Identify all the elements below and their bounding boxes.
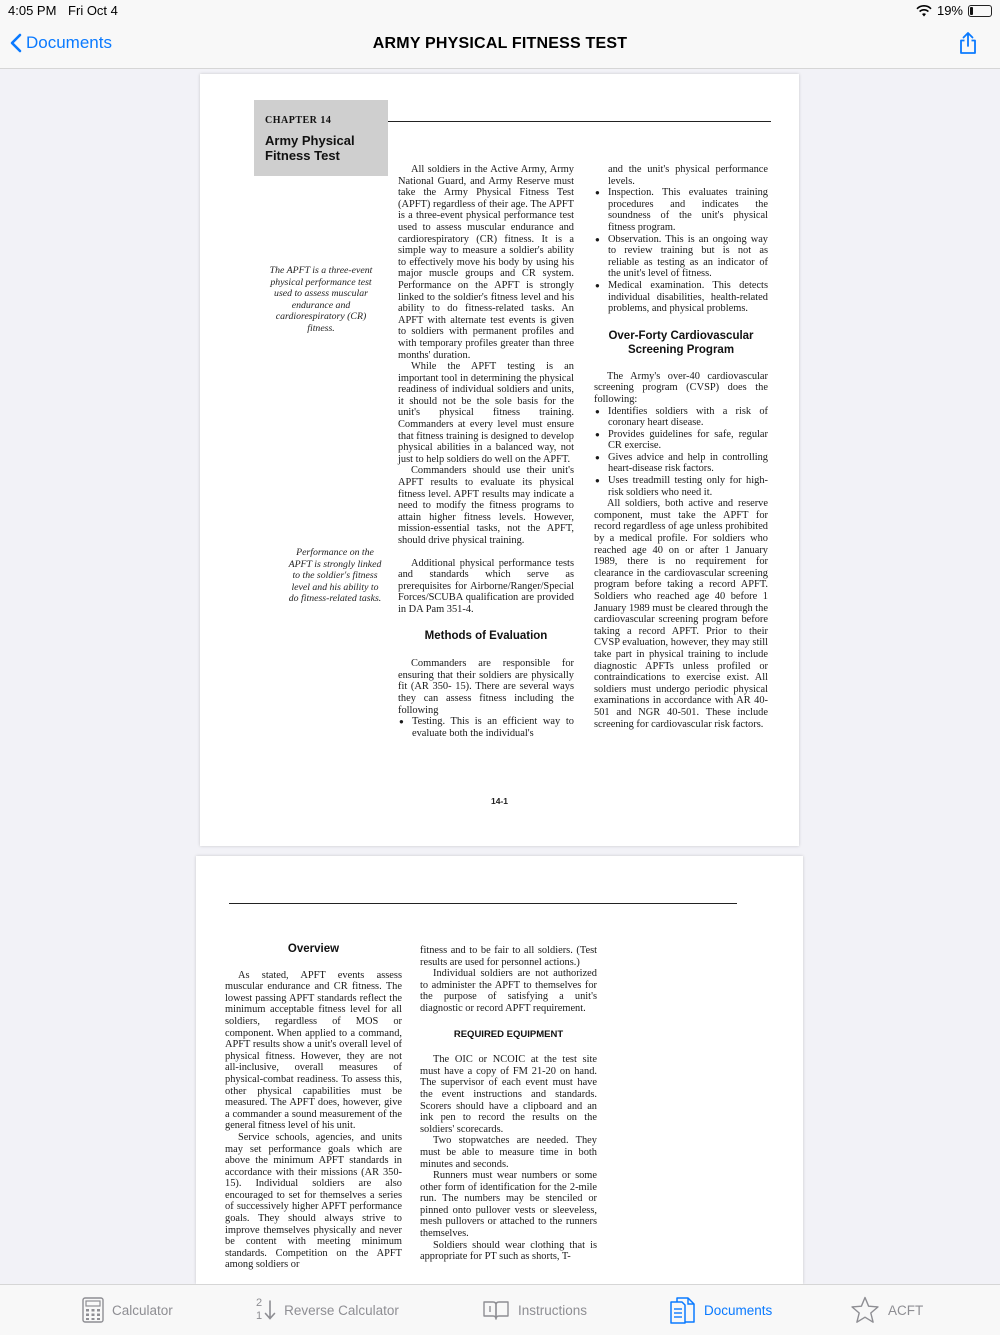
paragraph: The Army's over-40 cardiovascular screening program (CVSP) does the following: [594,370,768,405]
tab-label: Calculator [112,1302,173,1318]
text-column-1 [225,944,402,1271]
section-heading-equipment: REQUIRED EQUIPMENT [453,1028,564,1040]
status-time: 4:05 PM [8,3,57,18]
chapter-rule [388,121,771,122]
page-title: ARMY PHYSICAL FITNESS TEST [372,35,628,52]
document-icon [668,1296,696,1324]
tab-acft[interactable] [850,1293,923,1327]
section-heading-methods: Methods of Evaluation [424,629,548,642]
calculator-icon [82,1297,104,1323]
bullet-item: ● Gives advice and help in controlling heart-disease risk factors. [594,452,768,475]
navigation-bar [0,22,1000,69]
paragraph: fitness and to be fair to all soldiers. (Test results are used for personnel actions.) [420,945,597,968]
share-button[interactable] [958,31,978,60]
paragraph: Individual soldiers are not authorized to administer the APFT to themselves for the purpose of satisfying a unit's diagnostic or record APFT requirement. [420,968,597,1014]
bullet-item: ● Inspection. This evaluates training procedures and indicates the soundness of the unit's physical fitness program. [594,187,768,233]
text-column-2 [420,945,597,1263]
section-heading-overview: Overview [287,943,340,955]
paragraph: All soldiers in the Active Army, Army National Guard, and Army Reserve must take the Army Physical Fitness Test (APFT) regardless of their age. The APFT is a three-event physical performance test used to assess muscular endurance and cardiorespiratory (CR) fitness. It is a simple way to measure a soldier's ability to effectively move his body by using his major muscle groups and CR system. Performance on the APFT is strongly linked to the soldier's fitness level and his ability to do fitness-related tasks. An APFT with alternate test events is given to soldiers with permanent profiles and with temporary profiles greater than three months' duration. [398,164,574,361]
paragraph: The OIC or NCOIC at the test site must have a copy of FM 21-20 on hand. The supervisor of each event must have the event instructions and standards. Scorers should have a clipboard and an ink pen to record the results on the soldiers' scorecards. [420,1054,597,1135]
section-heading-over-forty: Over-Forty Cardiovascular Screening Program [608,329,754,356]
back-button-label: Documents [26,33,112,52]
paragraph: Two stopwatches are needed. They must be able to measure time in both minutes and seconds. [420,1135,597,1170]
bullet-item: ● Medical examination. This detects individual disabilities, health-related problems, and physical problems. [594,280,768,315]
margin-note-2: Performance on the APFT is strongly linked to the soldier's fitness level and his ability to do fitness-related tasks. [288,547,382,605]
bullet-item: ● Uses treadmill testing only for high-risk soldiers who need it. [594,475,768,498]
status-bar [0,0,1000,22]
paragraph: Additional physical performance tests and standards which serve as prerequisites for Airborne/Ranger/Special Forces/SCUBA qualification are provided in DA Pam 351-4. [398,557,574,615]
chapter-number: CHAPTER 14 [265,115,332,126]
text-column-1 [398,164,574,739]
chapter-title: Army Physical Fitness Test [265,133,355,163]
share-icon [958,31,978,55]
bullet-item: ● Testing. This is an efficient way to evaluate both the individual's [398,716,574,739]
page-rule [229,903,737,904]
paragraph: As stated, APFT events assess muscular endurance and CR fitness. The lowest passing APFT standards reflect the minimum acceptable fitness level for all soldiers, regardless of MOS or component. When applied to a command, APFT results show a unit's overall level of physical fitness. However, they are not all-inclusive, overall measures of physical-combat readiness. To assess this, other physical capabilities must be measured. The APFT does, however, give a commander a sound measurement of the general fitness level of his unit. [225,969,402,1132]
tab-label: ACFT [888,1302,924,1318]
bullet-item: ● Observation. This is an ongoing way to review training but is not as reliable as testing as an indicator of the unit's level of fitness. [594,234,768,280]
paragraph: While the APFT testing is an important tool in determining the physical readiness of individual soldiers and units, it should not be the sole basis for the unit's physical fitness training. Commanders at every level must ensure that fitness training is designed to develop physical abilities in a balanced way, not just to help soldiers do well on the APFT. [398,361,574,465]
wifi-icon [916,5,932,17]
document-page-1 [200,74,799,846]
star-icon [850,1296,880,1324]
paragraph: Service schools, agencies, and units may set performance goals which are above the minimum APFT standards in accordance with their missions (AR 350- 15). Individual soldiers are also encouraged to set for themselves a series of successively higher APFT performance goals. They should always strive to improve themselves physically and never be content with meeting minimum standards. Competition on the APFT among soldiers or [225,1131,402,1271]
tab-instructions[interactable] [482,1293,587,1327]
paragraph: and the unit's physical performance levels. [608,164,768,187]
tab-calculator[interactable] [82,1293,173,1327]
reverse-calculator-icon: 2 1 [256,1297,276,1323]
tab-documents[interactable] [668,1293,772,1327]
tab-label: Instructions [518,1302,588,1318]
status-date: Fri Oct 4 [68,3,118,18]
paragraph: Commanders are responsible for ensuring that their soldiers are physically fit (AR 350- 15). There are several ways they can assess fitness including the following [398,658,574,716]
paragraph: Soldiers should wear clothing that is appropriate for PT such as shorts, T- [420,1239,597,1263]
document-page-2 [196,856,803,1284]
margin-note-1: The APFT is a three-event physical performance test used to assess muscular endurance and cardiorespiratory (CR) fitness. [269,265,373,334]
book-icon [482,1299,510,1321]
tab-reverse-calculator[interactable] [256,1293,399,1327]
battery-fill [970,7,973,15]
battery-percent: 19% [936,3,963,18]
arrow-down-icon [264,1299,276,1321]
paragraph: All soldiers, both active and reserve component, must take the APFT for record regardless of age unless prohibited by a medical profile. For soldiers who reached age 40 on or after 1 January 1989, there is no requirement for clearance in the cardiovascular screening program before taking a record APFT. Soldiers who reached age 40 before 1 January 1989 must be cleared through the cardiovascular screening program before taking a record APFT. Prior to their CVSP evaluation, however, they may still take part in physical training to include diagnostic APFTs unless profiled or contraindications to exercise exist. All soldiers must undergo periodic physical examinations in accordance with AR 40-501 and NGR 40-501. These include screening for cardiovascular risk factors. [594,498,768,730]
paragraph: Commanders should use their unit's APFT results to evaluate its physical fitness level. APFT results may indicate a need to modify the fitness programs to attain higher fitness levels. However, mission-essential tasks, not the APFT, should drive physical training. [398,465,574,546]
page-number: 14-1 [490,796,508,806]
paragraph: Runners must wear numbers or some other form of identification for the 2-mile run. The numbers may be stenciled or pinned onto pullover vests or sleeveless, mesh pullovers or attached to the runners themselves. [420,1170,597,1240]
text-column-2 [594,164,768,730]
tab-label: Documents [704,1302,773,1318]
tab-bar [0,1284,1000,1335]
battery-icon [968,5,992,17]
chapter-header-box [254,100,388,176]
bullet-item: ● Provides guidelines for safe, regular CR exercise. [594,429,768,452]
bullet-item: ● Identifies soldiers with a risk of coronary heart disease. [594,406,768,429]
tab-label: Reverse Calculator [284,1302,399,1318]
